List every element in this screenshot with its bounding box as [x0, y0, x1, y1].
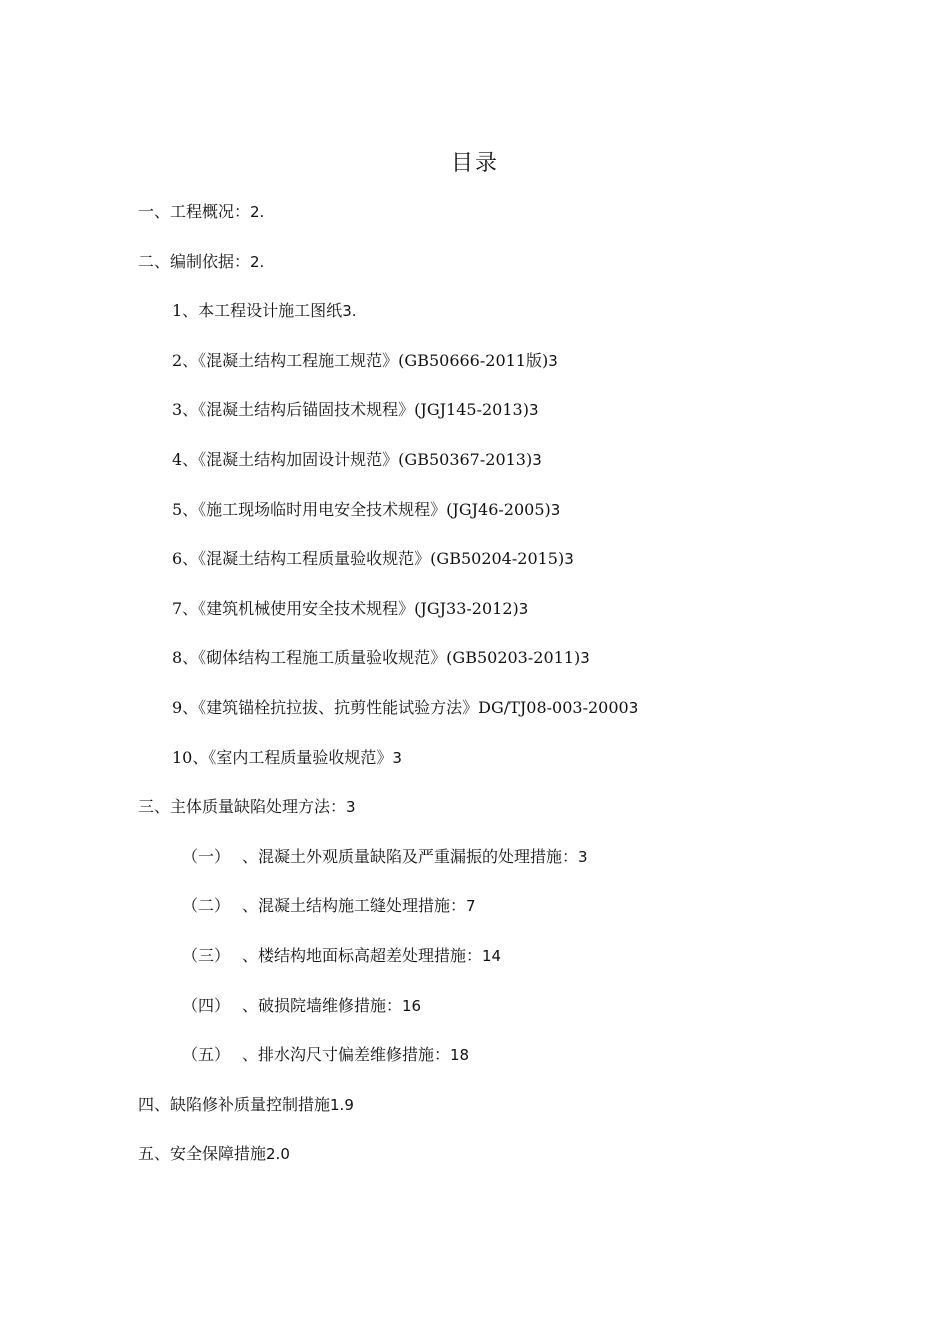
toc-page-number: 2.: [250, 252, 265, 271]
toc-entry-text: 6、《混凝土结构工程质量验收规范》(GB50204-2015): [172, 549, 565, 569]
toc-entry-text: 8、《砌体结构工程施工质量验收规范》(GB50203-2011): [172, 648, 581, 668]
toc-subsection-number: （一）: [182, 846, 231, 866]
toc-entry[interactable]: [0, 843, 950, 893]
toc-entry[interactable]: [0, 496, 950, 546]
toc-page-number: 1.9: [330, 1095, 354, 1114]
toc-entry-text: 、排水沟尺寸偏差维修措施：: [242, 1045, 451, 1065]
toc-subsection-number: （二）: [182, 896, 231, 916]
toc-entry[interactable]: [0, 198, 950, 248]
toc-entry-text: 、破损院墙维修措施：: [242, 995, 403, 1015]
toc-entry[interactable]: [0, 297, 950, 347]
toc-page-number: 14: [482, 946, 502, 965]
toc-entry[interactable]: [0, 1091, 950, 1141]
toc-entry[interactable]: [0, 347, 950, 397]
toc-entry[interactable]: [0, 744, 950, 794]
toc-entry-text: 、混凝土结构施工缝处理措施：: [242, 896, 467, 916]
toc-page-number: 3: [548, 351, 558, 370]
toc-entry-text: 一、工程概况：: [138, 202, 251, 221]
toc-entry[interactable]: [0, 446, 950, 496]
toc-entry-text: 4、《混凝土结构加固设计规范》(GB50367-2013): [172, 449, 533, 469]
toc-page-number: 3: [532, 450, 542, 469]
toc-page-number: 18: [450, 1046, 470, 1065]
toc-entry[interactable]: [0, 644, 950, 694]
toc-title: 目录: [450, 151, 499, 176]
toc-page-number: 3: [392, 748, 402, 767]
toc-entry[interactable]: [0, 892, 950, 942]
toc-page-number: 3: [578, 847, 588, 866]
toc-subsection-number: （五）: [182, 1045, 231, 1065]
toc-entry[interactable]: [0, 1041, 950, 1091]
toc-entry-text: 二、编制依据：: [138, 251, 251, 271]
toc-entry[interactable]: [0, 793, 950, 843]
toc-entry-text: 7、《建筑机械使用安全技术规程》(JGJ33-2012): [172, 598, 519, 618]
toc-entry[interactable]: [0, 545, 950, 595]
toc-entry-text: 5、《施工现场临时用电安全技术规程》(JGJ46-2005): [172, 499, 551, 519]
toc-page-number: 3: [564, 550, 574, 569]
toc-entry-text: 9、《建筑锚栓抗拉拔、抗剪性能试验方法》DG/TJ08-003-2000: [172, 697, 629, 717]
toc-page-number: 3.: [342, 302, 357, 321]
toc-entry[interactable]: [0, 942, 950, 992]
toc-page-number: 3: [528, 401, 539, 420]
toc-entry[interactable]: [0, 248, 950, 298]
toc-subsection-number: （三）: [182, 945, 231, 965]
toc-entry-text: 、混凝土外观质量缺陷及严重漏振的处理措施：: [242, 846, 579, 866]
toc-entry[interactable]: [0, 694, 950, 744]
toc-entry[interactable]: [0, 595, 950, 645]
toc-page-number: 2.0: [266, 1145, 290, 1164]
toc-entry[interactable]: [0, 992, 950, 1042]
toc-entry-text: 、楼结构地面标高超差处理措施：: [242, 945, 483, 965]
toc-entry[interactable]: [0, 1140, 950, 1190]
toc-entry-text: 1、本工程设计施工图纸: [172, 301, 343, 321]
toc-entry-text: 四、缺陷修补质量控制措施: [138, 1094, 331, 1114]
toc-subsection-number: （四）: [182, 995, 231, 1015]
toc-page-number: 3: [346, 798, 356, 817]
toc-entry-text: 三、主体质量缺陷处理方法：: [138, 797, 347, 817]
toc-page-number: 3: [550, 500, 561, 519]
toc-entry-text: 10、《室内工程质量验收规范》: [172, 747, 393, 767]
toc-page-number: 3: [628, 698, 639, 717]
toc-page-number: 2.: [250, 203, 265, 221]
toc-entry[interactable]: [0, 396, 950, 446]
toc-page-number: 3: [518, 599, 529, 618]
toc-entry-text: 2、《混凝土结构工程施工规范》(GB50666-2011版): [172, 350, 549, 370]
toc-entry-text: 3、《混凝土结构后锚固技术规程》(JGJ145-2013): [172, 400, 529, 420]
toc-page-number: 3: [580, 649, 590, 668]
toc-page-number: 7: [466, 897, 476, 916]
toc-entry-text: 五、安全保障措施: [138, 1144, 267, 1164]
toc-list: [0, 198, 950, 1190]
toc-page-number: 16: [402, 996, 422, 1015]
